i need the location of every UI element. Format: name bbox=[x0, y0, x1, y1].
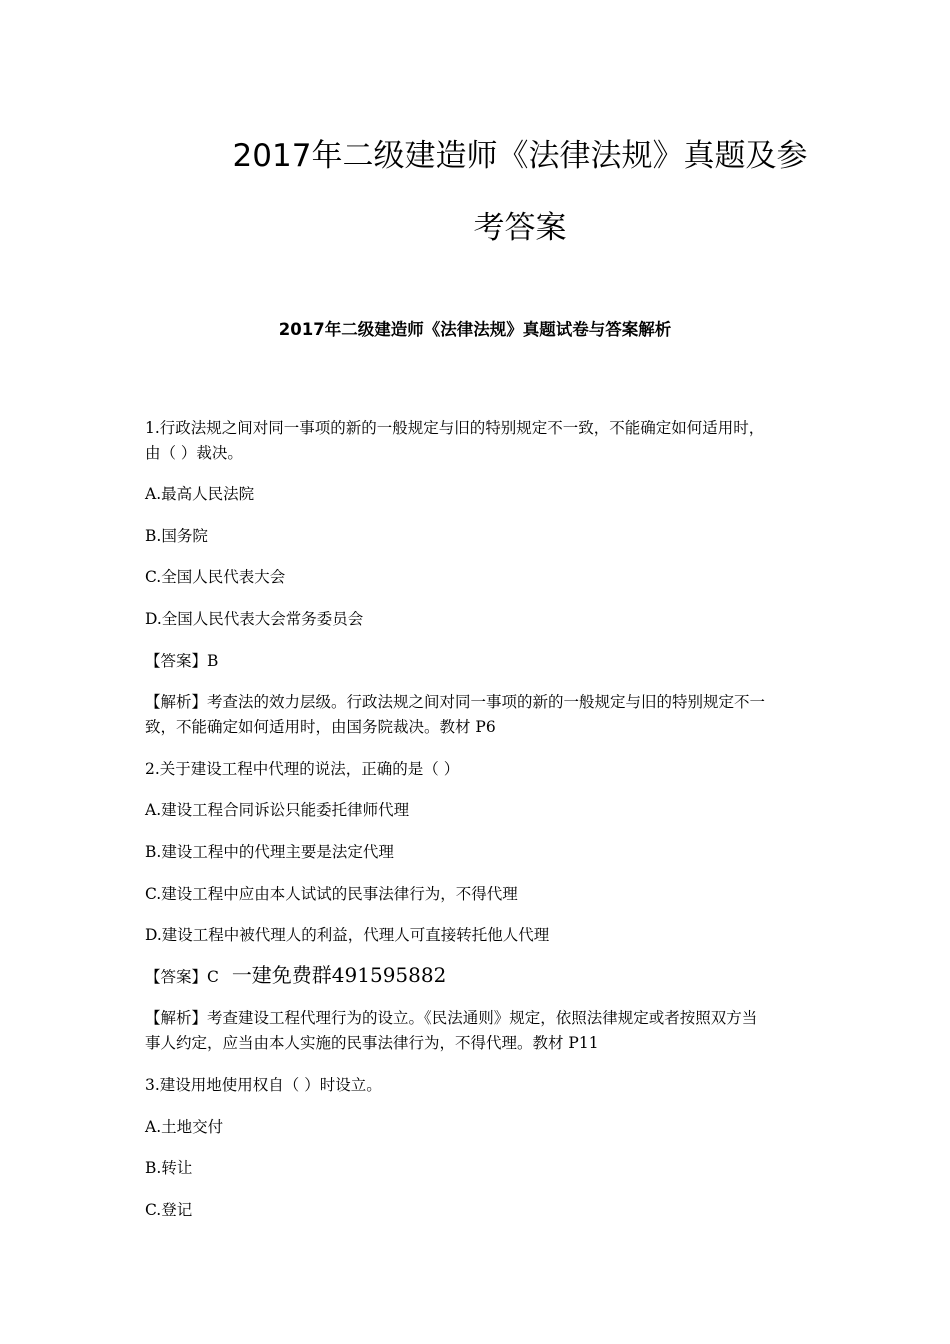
question-1-analysis-line2: 致，不能确定如何适用时，由国务院裁决。教材 P6 bbox=[145, 718, 496, 736]
question-2-stem: 2.关于建设工程中代理的说法，正确的是（ ） bbox=[145, 760, 460, 778]
question-2-option-c: C.建设工程中应由本人试试的民事法律行为，不得代理 bbox=[145, 885, 518, 903]
question-1-option-d: D.全国人民代表大会常务委员会 bbox=[145, 610, 364, 628]
document-subtitle: 2017年二级建造师《法律法规》真题试卷与答案解析 bbox=[278, 320, 672, 339]
question-3-stem: 3.建设用地使用权自（ ）时设立。 bbox=[145, 1076, 382, 1094]
question-2-option-a: A.建设工程合同诉讼只能委托律师代理 bbox=[145, 801, 410, 819]
question-3-option-c: C.登记 bbox=[145, 1201, 193, 1219]
question-1-answer: 【答案】B bbox=[145, 652, 219, 670]
question-2-analysis-line2: 事人约定，应当由本人实施的民事法律行为，不得代理。教材 P11 bbox=[145, 1034, 599, 1052]
question-3-option-b: B.转让 bbox=[145, 1159, 193, 1177]
question-1-option-a: A.最高人民法院 bbox=[145, 485, 255, 503]
question-1-option-b: B.国务院 bbox=[145, 527, 208, 545]
question-2-analysis-line1: 【解析】考查建设工程代理行为的设立。《民法通则》规定，依照法律规定或者按照双方当 bbox=[145, 1009, 758, 1027]
group-annotation: 一建免费群491595882 bbox=[231, 963, 447, 987]
question-2-option-b: B.建设工程中的代理主要是法定代理 bbox=[145, 843, 394, 861]
question-2-answer-row bbox=[145, 963, 810, 989]
question-1-stem-line1: 1.行政法规之间对同一事项的新的一般规定与旧的特别规定不一致，不能确定如何适用时， bbox=[145, 419, 765, 437]
question-1-stem-line2: 由（ ）裁决。 bbox=[145, 444, 243, 462]
question-3-option-a: A.土地交付 bbox=[145, 1118, 224, 1136]
question-2-option-d: D.建设工程中被代理人的利益，代理人可直接转托他人代理 bbox=[145, 926, 550, 944]
document-title-line1: 2017年二级建造师《法律法规》真题及参 bbox=[232, 138, 808, 174]
question-2-answer: 【答案】C bbox=[145, 968, 219, 986]
question-1-analysis-line1: 【解析】考查法的效力层级。行政法规之间对同一事项的新的一般规定与旧的特别规定不一 bbox=[145, 693, 766, 711]
document-title-line2: 考答案 bbox=[473, 210, 567, 246]
question-1-option-c: C.全国人民代表大会 bbox=[145, 568, 286, 586]
